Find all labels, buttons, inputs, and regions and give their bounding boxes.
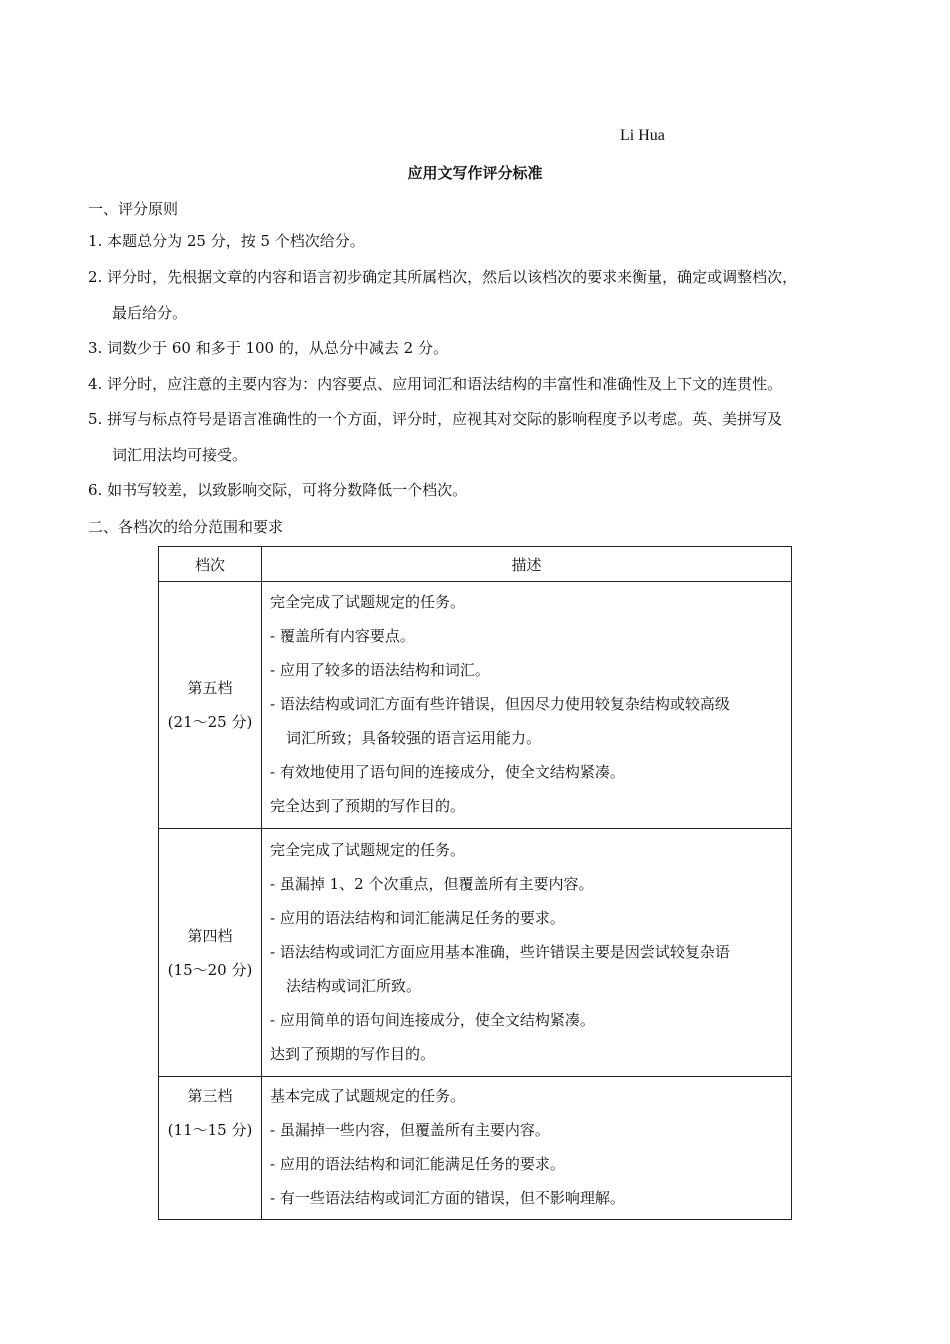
rule-continuation: 词汇用法均可接受。: [112, 446, 248, 464]
rule-text: 4. 评分时，应注意的主要内容为：内容要点、应用词汇和语法结构的丰富性和准确性及上下文的连贯性。: [88, 375, 783, 393]
rule-item: [88, 366, 888, 402]
description-line: - 应用的语法结构和词汇能满足任务的要求。: [270, 1155, 565, 1173]
grade-range: (15～20 分): [167, 960, 253, 979]
description-line: - 覆盖所有内容要点。: [270, 627, 415, 645]
description-cell: [262, 1077, 792, 1220]
rule-text: 6. 如书写较差，以致影响交际，可将分数降低一个档次。: [88, 481, 468, 499]
rule-item: [88, 330, 888, 366]
description-cell: [262, 582, 792, 829]
grade-cell: [159, 582, 262, 829]
description-line: - 应用了较多的语法结构和词汇。: [270, 661, 490, 679]
description-line: - 虽漏掉 1、2 个次重点，但覆盖所有主要内容。: [270, 874, 594, 893]
description-line: 词汇所致；具备较强的语言运用能力。: [286, 729, 542, 747]
description-cell: [262, 829, 792, 1077]
column-header-description: 描述: [262, 547, 792, 582]
description-line: - 应用简单的语句间连接成分，使全文结构紧凑。: [270, 1010, 595, 1029]
page-title: 应用文写作评分标准: [407, 164, 543, 182]
description-line: 基本完成了试题规定的任务。: [270, 1087, 466, 1105]
grade-label: 第五档: [187, 679, 233, 697]
description-line: - 有一些语法结构或词汇方面的错误，但不影响理解。: [270, 1189, 625, 1207]
rule-text: 5. 拼写与标点符号是语言准确性的一个方面，评分时，应视其对交际的影响程度予以考虑。英、美拼写及: [88, 410, 783, 428]
grade-cell: [159, 829, 262, 1077]
description-line: 法结构或词汇所致。: [286, 976, 422, 995]
grade-range: (21～25 分): [167, 713, 253, 731]
grade-range: (11～15 分): [167, 1121, 253, 1139]
description-line: 达到了预期的写作目的。: [270, 1044, 436, 1063]
rule-item: [88, 223, 888, 259]
description-line: - 虽漏掉一些内容，但覆盖所有主要内容。: [270, 1121, 550, 1139]
rule-text: 2. 评分时，先根据文章的内容和语言初步确定其所属档次，然后以该档次的要求来衡量，确定或调整档次，: [88, 268, 798, 286]
table-header-row: [159, 547, 792, 582]
grading-table: [158, 546, 792, 1220]
description-line: 完全完成了试题规定的任务。: [270, 593, 466, 611]
grade-cell: [159, 1077, 262, 1220]
grade-label: 第三档: [187, 1087, 233, 1105]
signature: Li Hua: [620, 127, 665, 144]
rule-text: 3. 词数少于 60 和多于 100 的，从总分中减去 2 分。: [88, 339, 448, 357]
description-line: - 应用的语法结构和词汇能满足任务的要求。: [270, 908, 565, 927]
section-heading-principles: 一、评分原则: [88, 200, 179, 218]
description-line: - 有效地使用了语句间的连接成分，使全文结构紧凑。: [270, 763, 625, 781]
rule-text: 1. 本题总分为 25 分，按 5 个档次给分。: [88, 232, 365, 250]
description-line: - 语法结构或词汇方面应用基本准确，些许错误主要是因尝试较复杂语: [270, 942, 730, 961]
description-line: 完全完成了试题规定的任务。: [270, 840, 466, 859]
grade-label: 第四档: [187, 926, 233, 945]
rule-continuation: 最后给分。: [112, 304, 188, 322]
description-line: 完全达到了预期的写作目的。: [270, 797, 466, 815]
table-row: [159, 1077, 792, 1220]
rule-item: [88, 472, 888, 508]
description-line: - 语法结构或词汇方面有些许错误，但因尽力使用较复杂结构或较高级: [270, 695, 730, 713]
table-row: [159, 829, 792, 1077]
section-heading-grades: 二、各档次的给分范围和要求: [88, 518, 284, 536]
rule-item: [88, 401, 888, 473]
table-row: [159, 582, 792, 829]
rule-item: [88, 259, 888, 331]
column-header-grade: 档次: [159, 547, 262, 582]
